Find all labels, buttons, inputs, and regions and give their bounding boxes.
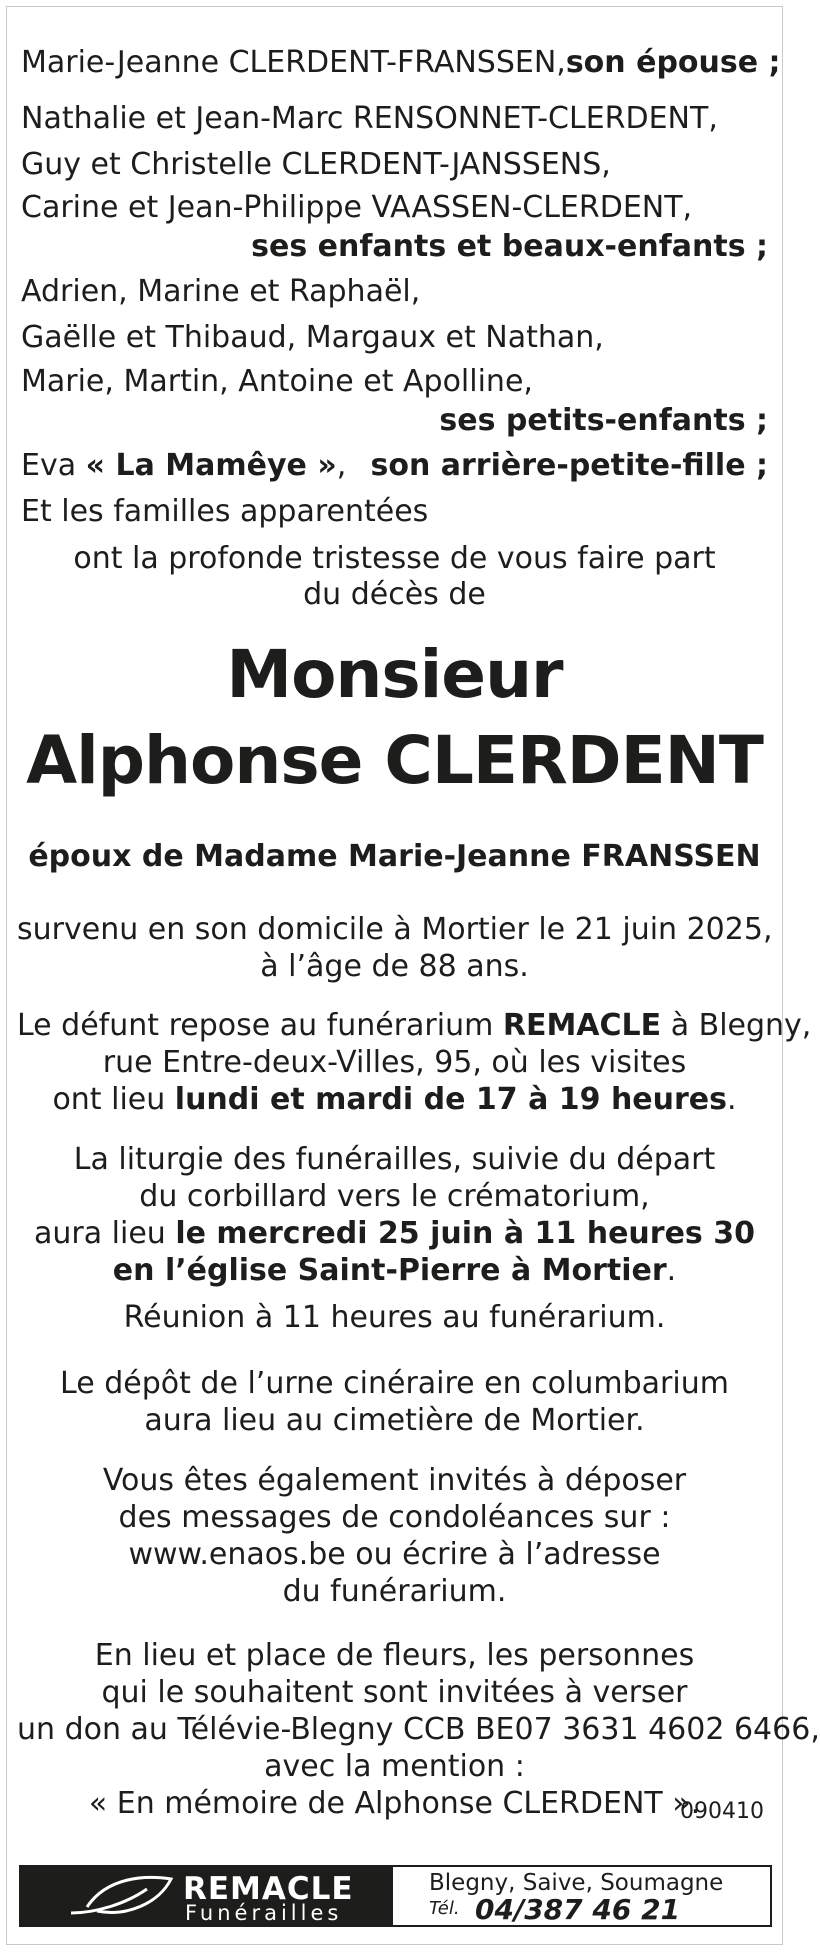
spouse-of-line: époux de Madame Marie-Jeanne FRANSSEN [28, 839, 761, 874]
intro-line: du décès de [303, 577, 486, 612]
child-line: Guy et Christelle CLERDENT-JANSSENS, [21, 147, 611, 182]
liturgy-paragraph: La liturgie des funérailles, suivie du départ du corbillard vers le crématorium, aura lieu le mercredi 25 juin à 11 heures 30 en l’église Saint-Pierre à Mortier. [34, 1142, 755, 1288]
title-name: Alphonse CLERDENT [26, 722, 763, 799]
nickname: « La Mamêye » [85, 448, 337, 483]
grandchild-line: Gaëlle et Thibaud, Margaux et Nathan, [21, 320, 604, 355]
reference-number: 090410 [680, 1799, 764, 1824]
leaf-logo-icon [67, 1873, 177, 1921]
urn-paragraph: Le dépôt de l’urne cinéraire en columbarium aura lieu au cimetière de Mortier. [60, 1366, 729, 1438]
spouse-family-line [21, 45, 781, 81]
great-grandchild-line [21, 448, 768, 484]
grandchildren-role: ses petits-enfants ; [439, 403, 768, 438]
relatives-line: Et les familles apparentées [21, 494, 429, 529]
spouse-role: son épouse ; [565, 45, 781, 80]
intro-line: ont la profonde tristesse de vous faire part [73, 541, 716, 576]
grandchild-line: Marie, Martin, Antoine et Apolline, [21, 364, 533, 399]
title-honorific: Monsieur [226, 636, 563, 713]
brand-name: REMACLE [183, 1871, 354, 1907]
meeting-line: Réunion à 11 heures au funérarium. [123, 1300, 666, 1335]
child-line: Nathalie et Jean-Marc RENSONNET-CLERDENT, [21, 101, 718, 136]
grandchild-line: Adrien, Marine et Raphaël, [21, 274, 421, 309]
condolences-paragraph: Vous êtes également invités à déposer des messages de condoléances sur : www.enaos.be ou écrire à l’adresse du funérarium. [102, 1463, 687, 1609]
children-role: ses enfants et beaux-enfants ; [251, 229, 768, 264]
death-notice [6, 6, 820, 1945]
death-paragraph: survenu en son domicile à Mortier le 21 juin 2025, à l’âge de 88 ans. [17, 912, 773, 984]
donation-paragraph: En lieu et place de fleurs, les personnes qui le souhaitent sont invitées à verser un don au Télévie-Blegny CCB BE07 3631 4602 6466, avec la mention : « En mémoire de Alphonse CLERDENT ». [17, 1638, 820, 1821]
tel-label: Tél. [429, 1898, 460, 1919]
brand-subtitle: Funérailles [185, 1901, 343, 1925]
contact-block [393, 1867, 770, 1925]
funeral-home-banner [19, 1865, 772, 1927]
phone-number: 04/387 46 21 [475, 1893, 681, 1926]
funerarium-paragraph: Le défunt repose au funérarium REMACLE à Blegny, rue Entre-deux-Villes, 95, où les visites ont lieu lundi et mardi de 17 à 19 heures. [17, 1008, 812, 1117]
towns-text: Blegny, Saive, Soumagne [429, 1870, 724, 1896]
spouse-name: Marie-Jeanne CLERDENT-FRANSSEN, [21, 45, 566, 80]
brand-block [21, 1867, 393, 1925]
great-grandchild-role: son arrière-petite-fille ; [370, 448, 768, 483]
great-grandchild-name: Eva « La Mamêye », [21, 448, 347, 483]
child-line: Carine et Jean-Philippe VAASSEN-CLERDENT, [21, 190, 693, 225]
